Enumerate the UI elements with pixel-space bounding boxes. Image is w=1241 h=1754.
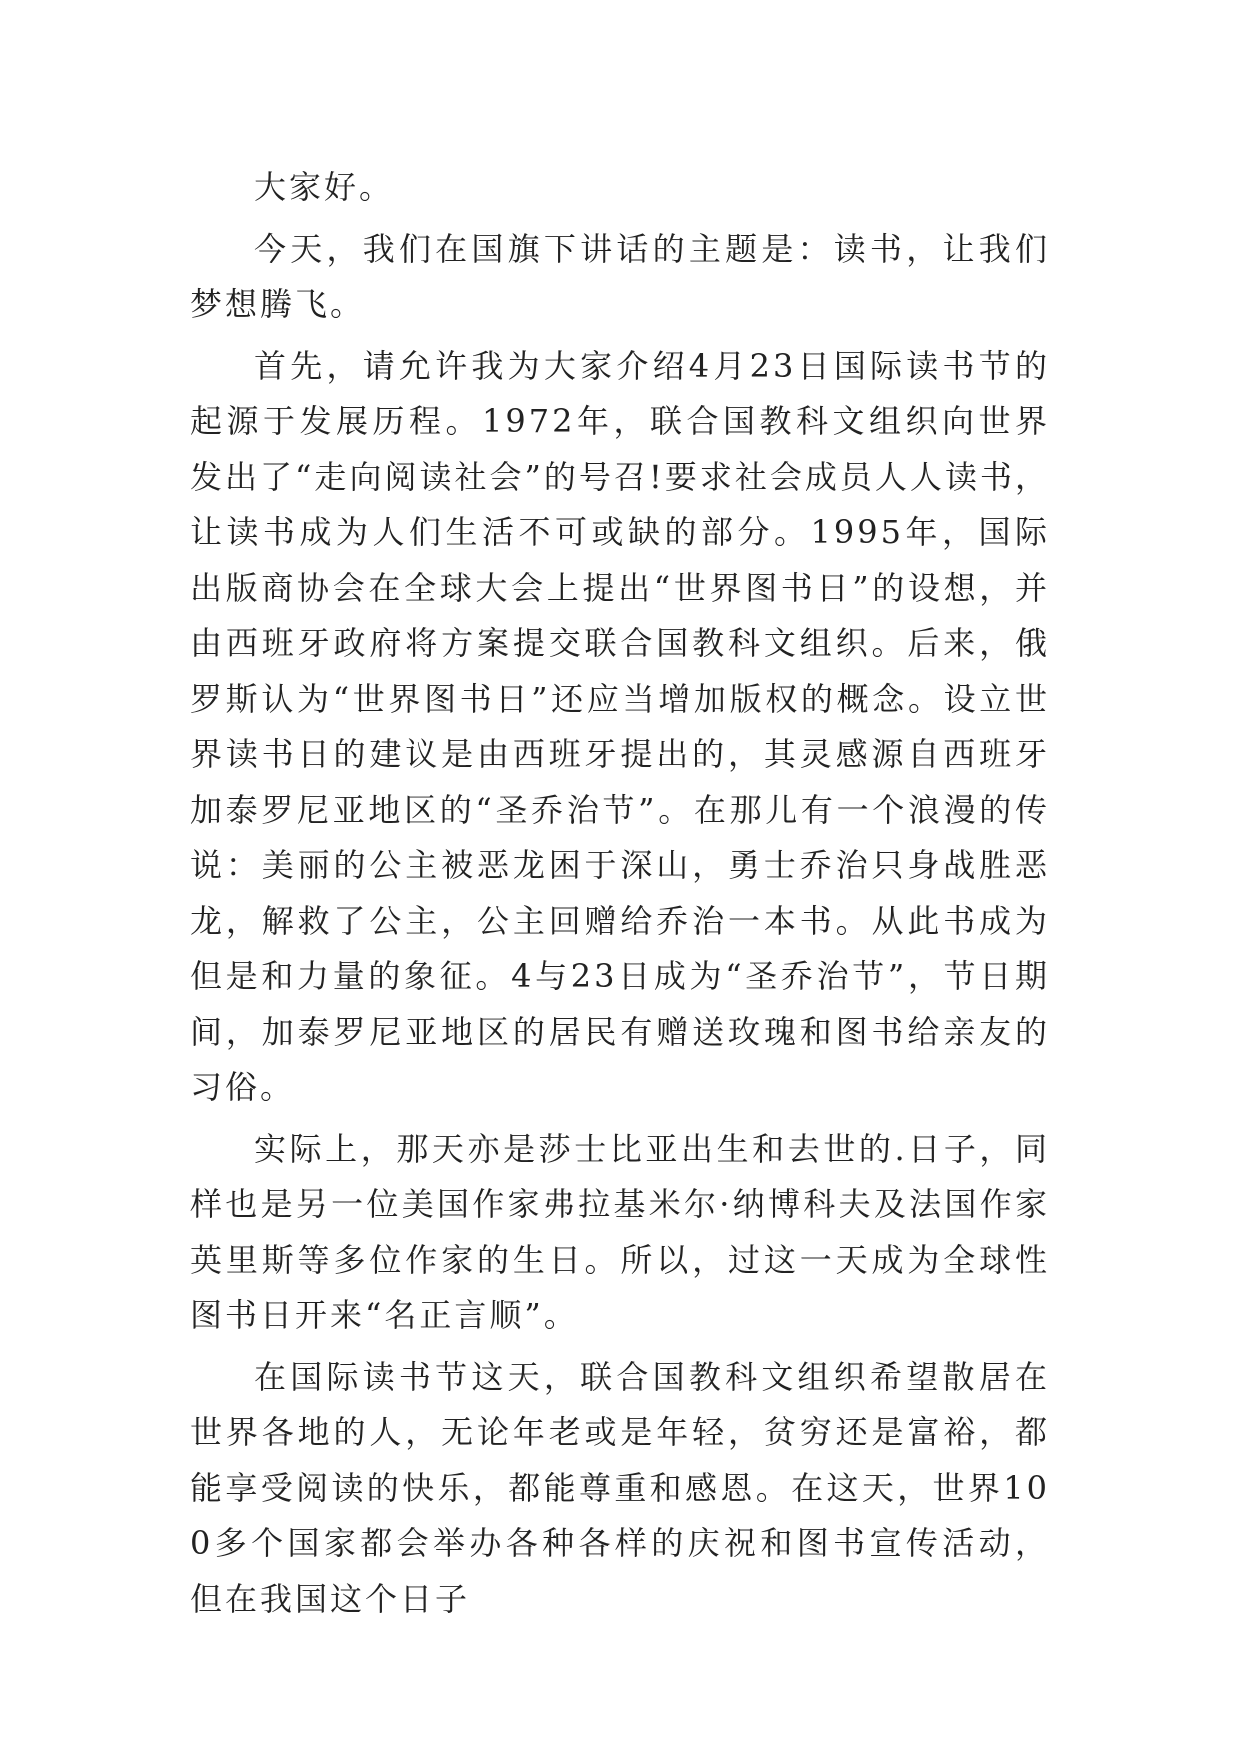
paragraph-greeting: 大家好。 <box>254 168 395 206</box>
document-body <box>190 160 1050 1633</box>
paragraph-theme: 今天，我们在国旗下讲话的主题是：读书，让我们梦想腾飞。 <box>190 229 1050 323</box>
paragraph-celebration: 在国际读书节这天，联合国教科文组织希望散居在世界各地的人，无论年老或是年轻，贫穷还是富裕，都能享受阅读的快乐，都能尊重和感恩。在这天，世界100多个国家都会举办各种各样的庆祝和图书宣传活动，但在我国这个日子 <box>190 1357 1050 1618</box>
paragraph-shakespeare: 实际上，那天亦是莎士比亚出生和去世的.日子，同样也是另一位美国作家弗拉基米尔·纳博科夫及法国作家英里斯等多位作家的生日。所以，过这一天成为全球性图书日开来“名正言顺”。 <box>190 1129 1050 1334</box>
paragraph-origin: 首先，请允许我为大家介绍4月23日国际读书节的起源于发展历程。1972年，联合国教科文组织向世界发出了“走向阅读社会”的号召!要求社会成员人人读书，让读书成为人们生活不可或缺的部分。1995年，国际出版商协会在全球大会上提出“世界图书日”的设想，并由西班牙政府将方案提交联合国教科文组织。后来，俄罗斯认为“世界图书日”还应当增加版权的概念。设立世界读书日的建议是由西班牙提出的，其灵感源自西班牙加泰罗尼亚地区的“圣乔治节”。在那儿有一个浪漫的传说：美丽的公主被恶龙困于深山，勇士乔治只身战胜恶龙，解救了公主，公主回赠给乔治一本书。从此书成为但是和力量的象征。4与23日成为“圣乔治节”，节日期间，加泰罗尼亚地区的居民有赠送玫瑰和图书给亲友的习俗。 <box>190 346 1050 1106</box>
